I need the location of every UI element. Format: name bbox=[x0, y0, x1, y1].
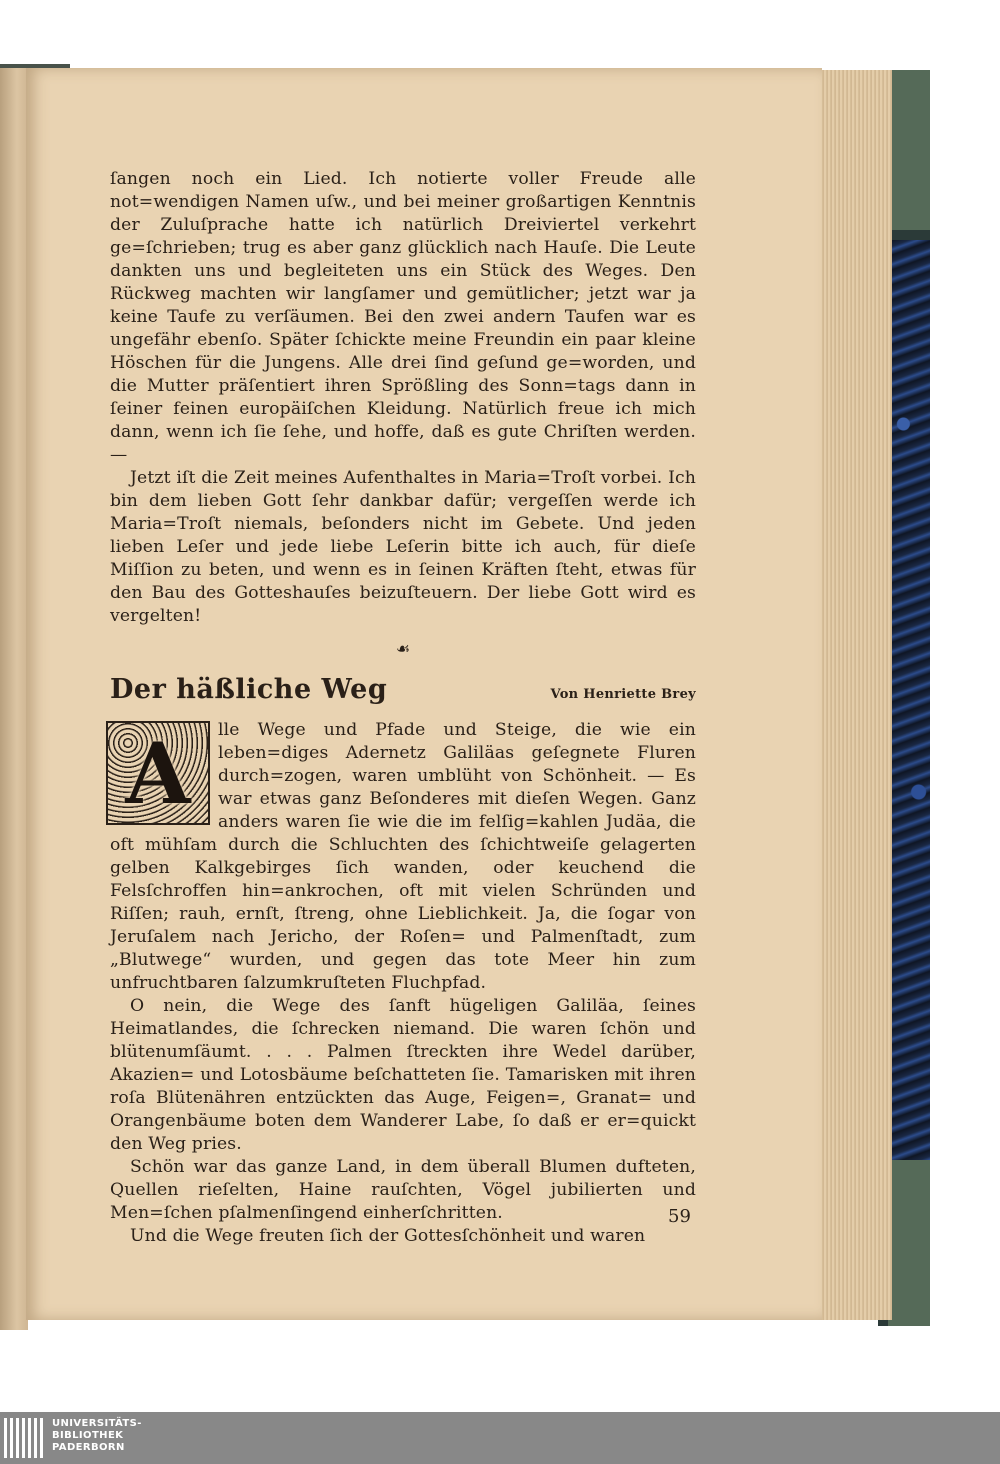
paragraph: Und die Wege freuten ſich der Gottesſchönheit und waren bbox=[130, 1226, 646, 1246]
paragraph: O nein, die Wege des ſanft hügeligen Galiläa, ſeines Heimatlandes, die ſchrecken niemand. Die waren ſchön und blütenumſäumt. . . . Palmen ſtreckten ihre Wedel darüber, Akazien= und Lotosbäume beſchatteten ſie. Tamarisken mit ihren roſa Blütenähren entzückten das Auge, Feigen=, Granat= und Orangenbäume boten dem Wanderer Labe, ſo daß er er=quickt den Weg pries. bbox=[110, 996, 696, 1154]
library-logo-icon bbox=[4, 1418, 44, 1458]
cover-marbling bbox=[892, 240, 930, 1160]
logo-line: PADERBORN bbox=[52, 1442, 125, 1453]
ornament-glyph: ☙ bbox=[395, 639, 411, 658]
article-byline: Von Henriette Brey bbox=[550, 687, 696, 702]
facing-page-edge bbox=[0, 68, 28, 1330]
footer-bar bbox=[0, 1412, 1000, 1464]
cover-corner-top bbox=[888, 70, 930, 230]
page-number: 59 bbox=[668, 1206, 691, 1227]
paragraph: lle Wege und Pfade und Steige, die wie ein leben=diges Adernetz Galiläas geſegnete Fluren durch=zogen, waren umblüht von Schönheit. — Es war etwas ganz Beſonderes mit dieſen Wegen. Ganz anders waren ſie wie die im felſig=kahlen Judäa, die oft mühſam durch die Schluchten des ſchichtweiſe gelagerten gelben Kalkgebirges ſich wanden, oder keuchend die Felsſchroffen hin=ankrochen, oft mit vielen Schründen und Riſſen; rauh, ernſt, ſtreng, ohne Lieblichkeit. Ja, die ſogar von Jeruſalem nach Jericho, der Roſen= und Palmenſtadt, zum „Blutwege“ wurden, und gegen das tote Meer hin zum unfruchtbaren ſalzumkruſteten Fluchpfad. bbox=[110, 720, 696, 993]
logo-line: UNIVERSITÄTS- bbox=[52, 1418, 142, 1429]
article-body bbox=[110, 719, 696, 1248]
cover-corner-bottom bbox=[888, 1160, 930, 1326]
paragraph: Jetzt iſt die Zeit meines Aufenthaltes in Maria=Troſt vorbei. Ich bin dem lieben Gott ſehr dankbar dafür; vergeſſen werde ich Maria=Troſt niemals, beſonders nicht im Gebete. Und jeden lieben Leſer und jede liebe Leſerin bitte ich auch, für dieſe Miſſion zu beten, und wenn es in ſeinen Kräften ſteht, etwas für den Bau des Gotteshauſes beizuſteuern. Der liebe Gott wird es vergelten! bbox=[110, 468, 696, 626]
drop-cap-ornament bbox=[106, 721, 210, 825]
logo-line: BIBLIOTHEK bbox=[52, 1430, 124, 1441]
page-text bbox=[110, 168, 696, 1248]
paragraph: Schön war das ganze Land, in dem überall Blumen dufteten, Quellen rieſelten, Haine rauſchten, Vögel jubilierten und Men=ſchen pſalmenſingend einherſchritten. bbox=[110, 1157, 696, 1223]
paragraph: ſangen noch ein Lied. Ich notierte voller Freude alle not=wendigen Namen uſw., und bei meiner großartigen Kenntnis der Zuluſprache hatte ich natürlich Dreiviertel verkehrt ge=ſchrieben; trug es aber ganz glücklich nach Hauſe. Die Leute dankten uns und begleiteten uns ein Stück des Weges. Den Rückweg machten wir langſamer und gemütlicher; jetzt war ja keine Taufe zu verſäumen. Bei den zwei andern Taufen war es ungefähr ebenſo. Später ſchickte meine Freundin ein paar kleine Höschen für die Jungens. Alle drei ſind geſund ge=worden, und die Mutter präſentiert ihren Sprößling des Sonn=tags dann in ſeiner feinen europäiſchen Kleidung. Natürlich freue ich mich dann, wenn ich ſie ſehe, und hoffe, daß es gute Chriſten werden. — bbox=[110, 169, 696, 465]
article-heading bbox=[110, 674, 696, 705]
library-logo-text bbox=[52, 1418, 142, 1454]
article-title: Der häßliche Weg bbox=[110, 674, 388, 705]
page-block-edges bbox=[820, 70, 892, 1320]
drop-cap-letter: A bbox=[125, 723, 191, 823]
